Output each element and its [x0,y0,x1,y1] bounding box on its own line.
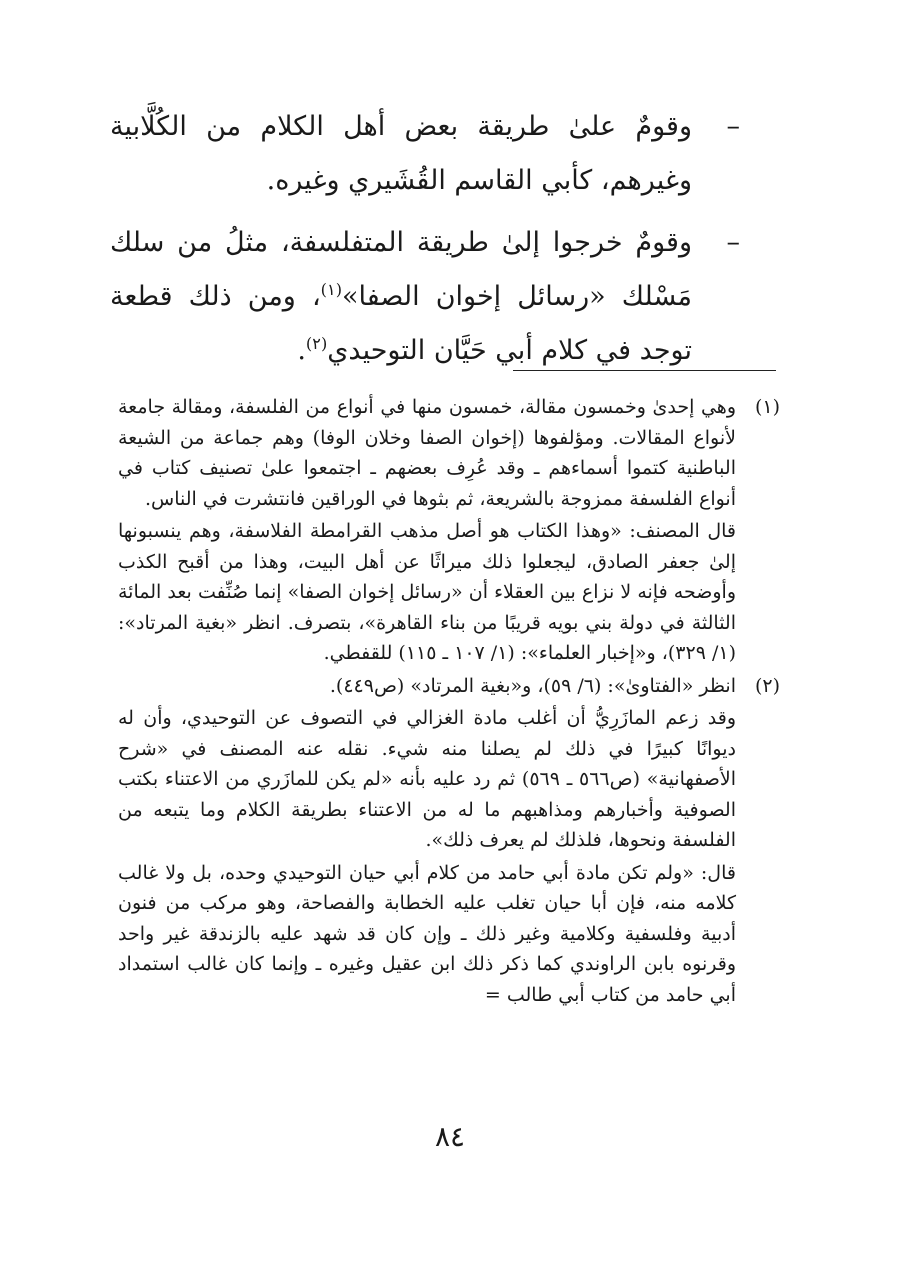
footnote-number: (٢) [754,674,780,697]
page-number: ٨٤ [434,1120,466,1153]
bullet-dash: – [726,227,740,258]
footnote-paragraph: قال المصنف: «وهذا الكتاب هو أصل مذهب القرامطة الفلاسفة، وهم ينسبونها إلىٰ جعفر الصادق، ليجعلوا ذلك ميراثًا عن أهل البيت، وهذا من أقبح الكذب وأوضحه فإنه لا نزاع بين العقلاء أن «رسائل إخوان الصفا» إنما صُنِّفت بعد المائة الثالثة في دولة بني بويه قريبًا من بناء القاهرة»، بتصرف. انظر «بغية المرتاد»: (١/ ٣٢٩)، و«إخبار العلماء»: (١/ ١٠٧ ـ ١١٥) للقفطي. [118,520,736,664]
main-text [110,100,740,378]
bullet-dash: – [726,111,740,142]
main-item-text: . [297,335,306,366]
main-item-text: ، ومن ذلك قطعة توجد في كلام أبي حَيَّان التوحيدي [110,281,692,366]
footnote-number: (١) [754,396,780,418]
footnote-1 [118,392,780,669]
main-item-text: وقومٌ خرجوا إلىٰ طريقة المتفلسفة، مثلُ من سلك مَسْلك «رسائل إخوان الصفا» [110,227,692,312]
footnote-paragraph: وقد زعم المازَرِيُّ أن أغلب مادة الغزالي في التصوف عن التوحيدي، وأن له ديوانًا كبيرًا في ذلك لم يصلنا منه شيء. نقله عنه المصنف في «شرح الأصفهانية» (ص٥٦٦ ـ ٥٦٩) ثم رد عليه بأنه «لم يكن للمازَري من الاعتناء بكتب الصوفية وأخبارهم ومذاهبهم ما له من الاعتناء بطريقة الكلام وما يتبعه من الفلسفة ونحوها، فلذلك لم يعرف ذلك». [118,707,737,851]
main-bullet-item [110,100,740,208]
footnote-ref-2[interactable]: (٢) [305,334,328,353]
main-item-text: وقومٌ علىٰ طريقة بعض أهل الكلام من الكُلَّابية وغيرهم، كأبي القاسم القُشَيري وغيره. [110,111,692,196]
footnotes [118,392,780,1012]
footnote-paragraph: قال: «ولم تكن مادة أبي حامد من كلام أبي حيان التوحيدي وحده، بل ولا غالب كلامه منه، فإن أبا حيان تغلب عليه الخطابة والفصاحة، وهو مركب من فنون أدبية وفلسفية وكلامية وغير ذلك ـ وإن كان قد شهد عليه بالزندقة غير واحد وقرنوه بابن الراوندي كما ذكر ذلك ابن عقيل وغيره ـ وإنما كان غالب استمداد أبي حامد من كتاب أبي طالب = [118,861,736,1006]
main-bullet-item [110,216,740,378]
footnote-separator [513,370,776,371]
footnote-paragraph: انظر «الفتاوىٰ»: (٦/ ٥٩)، و«بغية المرتاد» (ص٤٤٩). [329,674,736,697]
footnote-ref-1[interactable]: (١) [320,280,343,299]
footnote-2 [118,671,780,1011]
footnote-paragraph: وهي إحدىٰ وخمسون مقالة، خمسون منها في أنواع من الفلسفة، ومقالة جامعة لأنواع المقالات. ومؤلفوها (إخوان الصفا وخلان الوفا) وهم جماعة من الشيعة الباطنية كتموا أسماءهم ـ وقد عُرِف بعضهم ـ اجتمعوا علىٰ تصنيف كتاب في أنواع الفلسفة ممزوجة بالشريعة، ثم بثوها في الوراقين فانتشرت في الناس. [118,396,736,510]
